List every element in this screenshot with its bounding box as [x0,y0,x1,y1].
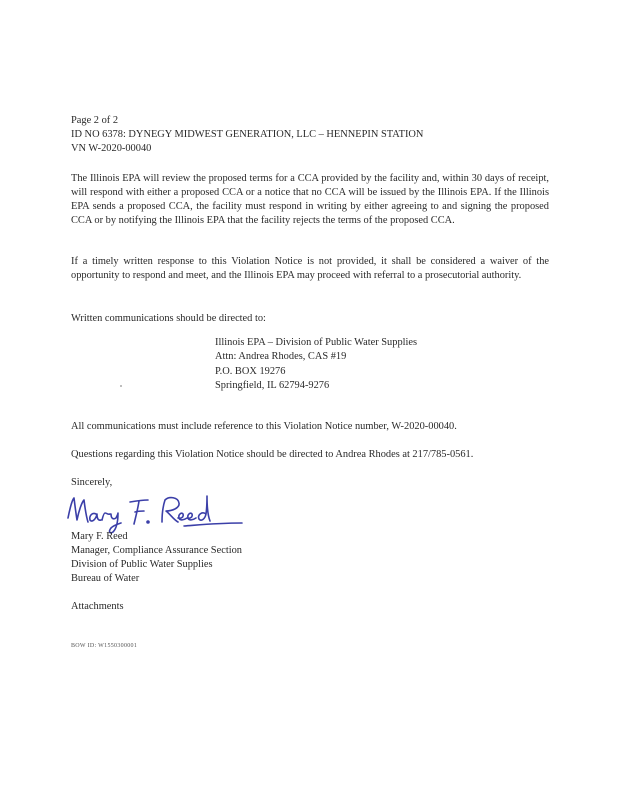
address-line: P.O. BOX 19276 [215,365,286,377]
paragraph-cca-review: The Illinois EPA will review the proposed terms for a CCA provided by the facility and, within 30 days of receipt, will respond with either a proposed CCA or a notice that no CCA will be issued by the Illinois EPA. If the Illinois EPA sends a proposed CCA, the facility must respond in writing by either agreeing to and signing the proposed CCA or by notifying the Illinois EPA that the facility rejects the terms of the proposed CCA. [71,173,549,226]
signatory-name: Mary F. Reed [71,531,128,542]
paragraph-reference: All communications must include reference to this Violation Notice number, W-2020-00040. [71,421,457,432]
signatory-title: Manager, Compliance Assurance Section [71,545,242,556]
scan-speck [120,385,122,387]
paragraph-waiver: If a timely written response to this Violation Notice is not provided, it shall be considered a waiver of the opportunity to respond and meet, and the Illinois EPA may proceed with referral to a prosecutorial authority. [71,256,549,281]
paragraph-questions: Questions regarding this Violation Notice should be directed to Andrea Rhodes at 217/785-0561. [71,449,474,460]
facility-id: ID NO 6378: DYNEGY MIDWEST GENERATION, LLC – HENNEPIN STATION [71,129,424,140]
signatory-bureau: Bureau of Water [71,573,140,584]
salutation: Sincerely, [71,477,113,488]
bow-id-footer: BOW ID: W1550300001 [71,643,138,649]
letter-header [71,114,549,156]
paragraph-communications: Written communications should be directed to: [71,313,266,324]
address-line: Attn: Andrea Rhodes, CAS #19 [215,351,347,363]
mailing-address [215,336,417,393]
signatory-division: Division of Public Water Supplies [71,559,213,570]
attachments-label: Attachments [71,601,124,612]
signatory-block [71,530,549,586]
violation-notice-number: VN W-2020-00040 [71,143,152,154]
address-line: Springfield, IL 62794-9276 [215,379,330,391]
address-line: Illinois EPA – Division of Public Water Supplies [215,337,418,348]
page-number: Page 2 of 2 [71,115,119,126]
